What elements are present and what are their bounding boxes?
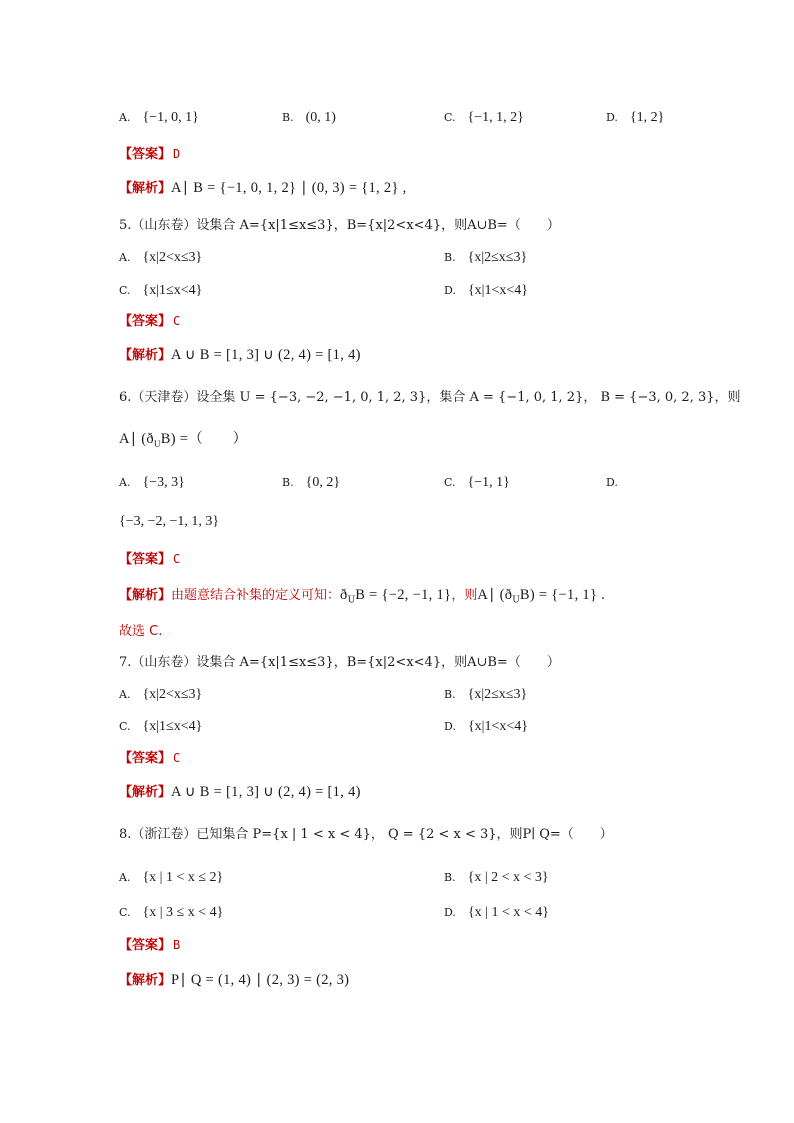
- analysis-math: P∣ Q = (1, 4) ∣ (2, 3) = (2, 3): [171, 972, 350, 988]
- analysis-math-2b: B) = {−1, 1} .: [519, 587, 606, 603]
- analysis-sub-1: U: [347, 595, 356, 606]
- q6-analysis: [119, 586, 605, 610]
- analysis-mid: ，则: [451, 588, 478, 603]
- option-label: D.: [606, 476, 618, 489]
- option-value: {x|2<x≤3}: [142, 687, 203, 702]
- option-value: {−1, 1, 2}: [467, 110, 524, 125]
- analysis-math-1: ð: [340, 587, 348, 603]
- analysis-tag: 【解析】: [119, 785, 172, 800]
- q4-analysis: [119, 179, 407, 198]
- option-label: A.: [119, 476, 131, 489]
- answer-tag: 【答案】: [119, 314, 172, 329]
- answer-tag: 【答案】: [119, 552, 172, 567]
- option-label: B.: [444, 871, 456, 884]
- q8-stem: 8.（浙江卷）已知集合 P={x | 1 < x < 4}， Q = {2 < x < 3}，则P∣ Q=（ ）: [119, 827, 613, 842]
- q6-option-c: [444, 473, 510, 492]
- analysis-tag: 【解析】: [119, 588, 172, 603]
- option-value: {−1, 1}: [467, 475, 510, 490]
- answer-tag: 【答案】: [119, 147, 172, 162]
- option-label: C.: [119, 720, 131, 733]
- q5-option-c: [119, 281, 202, 300]
- q6-stem-line1: 6.（天津卷）设全集 U = {−3, −2, −1, 0, 1, 2, 3}，集合 A = {−1, 0, 1, 2}， B = {−3, 0, 2, 3}，则: [119, 390, 741, 405]
- option-label: D.: [444, 906, 456, 919]
- q7-option-a: [119, 685, 202, 704]
- q4-option-c: [444, 108, 524, 127]
- stem-subscript: U: [153, 438, 161, 449]
- option-value: {x|1<x<4}: [467, 719, 528, 734]
- option-value: {0, 2}: [305, 475, 341, 490]
- analysis-text: 由题意结合补集的定义可知：: [171, 588, 341, 603]
- answer-tag: 【答案】: [119, 751, 172, 766]
- q8-analysis: [119, 971, 349, 990]
- answer-tag: 【答案】: [119, 938, 172, 953]
- option-label: A.: [119, 251, 131, 264]
- q8-answer: [119, 936, 180, 955]
- analysis-math: A∣ B = {−1, 0, 1, 2} ∣ (0, 3) = {1, 2} ,: [171, 180, 407, 196]
- option-label: D.: [606, 111, 618, 124]
- q7-analysis: [119, 783, 361, 802]
- option-value: {−1, 0, 1}: [142, 110, 199, 125]
- q7-answer: [119, 749, 180, 768]
- option-label: A.: [119, 688, 131, 701]
- option-label: D.: [444, 284, 456, 297]
- option-label: B.: [444, 251, 456, 264]
- answer-value: D: [173, 147, 181, 161]
- option-label: B.: [282, 476, 294, 489]
- option-value: {x|1≤x<4}: [142, 283, 203, 298]
- q7-option-b: [444, 685, 527, 704]
- q8-option-c: [119, 903, 223, 922]
- q5-analysis: [119, 346, 361, 365]
- option-value: {x|2<x≤3}: [142, 250, 203, 265]
- stem-math-rest: B) =（ ）: [160, 431, 248, 447]
- analysis-tag: 【解析】: [119, 181, 172, 196]
- q6-option-d: [606, 473, 630, 492]
- q6-option-d-value: [119, 512, 219, 531]
- option-value: {x|1<x<4}: [467, 283, 528, 298]
- answer-value: C: [173, 751, 181, 765]
- option-value: (0, 1): [305, 110, 336, 125]
- q5-stem: 5.（山东卷）设集合 A={x|1≤x≤3}，B={x|2<x<4}，则A∪B=（ ）: [119, 218, 560, 233]
- q8-option-d: [444, 903, 549, 922]
- q5-option-b: [444, 248, 527, 267]
- answer-value: B: [173, 938, 181, 952]
- q6-option-a: [119, 473, 185, 492]
- option-label: C.: [119, 284, 131, 297]
- q7-option-c: [119, 717, 202, 736]
- option-value: {x | 1 < x ≤ 2}: [142, 870, 224, 885]
- option-label: A.: [119, 871, 131, 884]
- option-value: {1, 2}: [629, 110, 665, 125]
- option-value: {−3, −2, −1, 1, 3}: [119, 514, 220, 529]
- stem-math: A∣ (ð: [119, 431, 154, 447]
- q4-answer: [119, 145, 180, 164]
- q6-stem-line2: [119, 430, 247, 453]
- option-value: {−3, 3}: [142, 475, 185, 490]
- option-value: {x | 3 ≤ x < 4}: [142, 905, 224, 920]
- analysis-sub-2: U: [512, 595, 520, 606]
- q6-option-b: [282, 473, 340, 492]
- option-label: A.: [119, 111, 131, 124]
- option-value: {x | 2 < x < 3}: [467, 870, 549, 885]
- q5-option-a: [119, 248, 202, 267]
- q8-option-b: [444, 868, 549, 887]
- option-value: {x|2≤x≤3}: [467, 687, 528, 702]
- q4-option-d: [606, 108, 664, 127]
- q7-option-d: [444, 717, 528, 736]
- option-label: C.: [444, 476, 456, 489]
- option-label: C.: [119, 906, 131, 919]
- q4-option-a: [119, 108, 199, 127]
- analysis-math-1b: B = {−2, −1, 1}: [355, 587, 452, 603]
- analysis-math-2: A∣ (ð: [477, 587, 513, 603]
- option-value: {x|2≤x≤3}: [467, 250, 528, 265]
- q8-option-a: [119, 868, 223, 887]
- q5-answer: [119, 312, 180, 331]
- q6-answer: [119, 550, 180, 569]
- option-value: {x|1≤x<4}: [142, 719, 203, 734]
- analysis-math: A ∪ B = [1, 3] ∪ (2, 4) = [1, 4): [171, 347, 361, 363]
- q4-option-b: [282, 108, 336, 127]
- q6-conclusion: 故选 C.: [119, 624, 163, 639]
- option-value: {x | 1 < x < 4}: [467, 905, 549, 920]
- analysis-tag: 【解析】: [119, 973, 172, 988]
- q5-option-d: [444, 281, 528, 300]
- analysis-math: A ∪ B = [1, 3] ∪ (2, 4) = [1, 4): [171, 784, 361, 800]
- option-label: B.: [282, 111, 294, 124]
- option-label: D.: [444, 720, 456, 733]
- option-label: B.: [444, 688, 456, 701]
- option-label: C.: [444, 111, 456, 124]
- analysis-tag: 【解析】: [119, 348, 172, 363]
- answer-value: C: [173, 314, 181, 328]
- q7-stem: 7.（山东卷）设集合 A={x|1≤x≤3}，B={x|2<x<4}，则A∪B=（ ）: [119, 655, 560, 670]
- answer-value: C: [173, 552, 181, 566]
